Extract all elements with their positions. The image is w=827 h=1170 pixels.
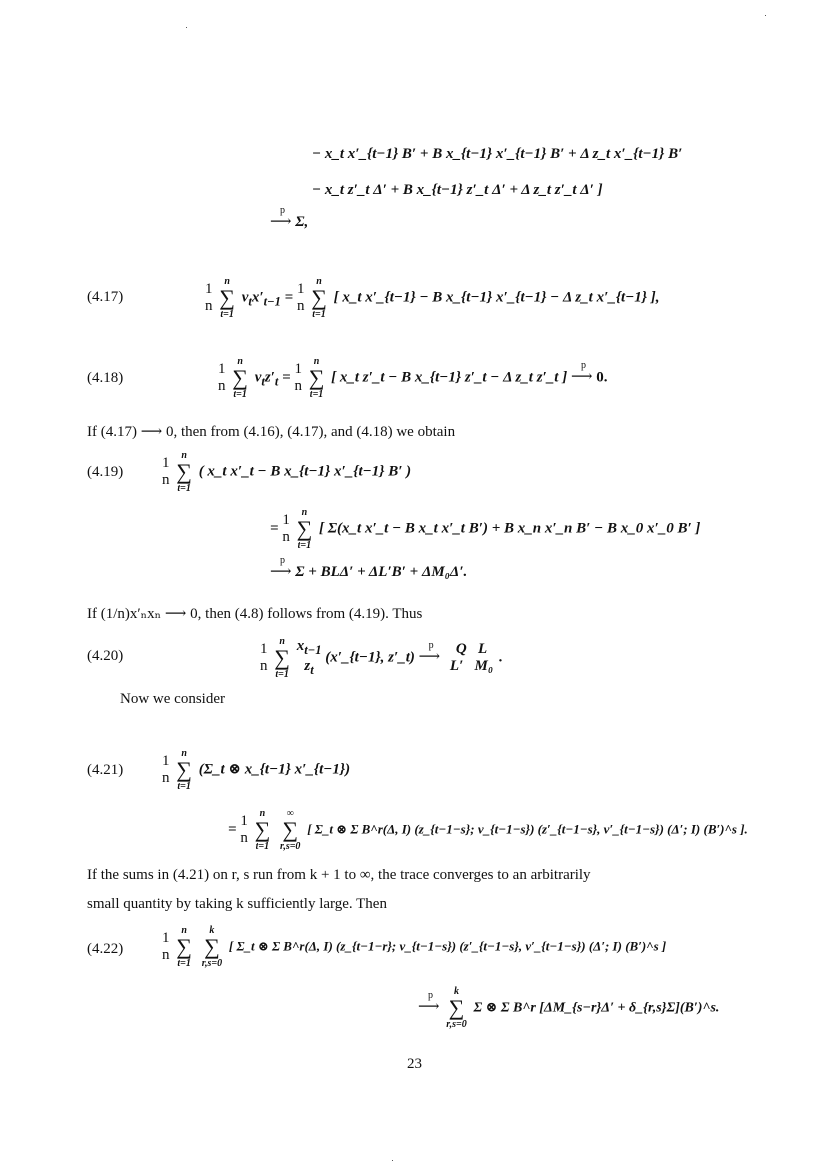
paragraph-text: Now we consider	[120, 691, 225, 707]
equation-tag: (4.21)	[87, 762, 124, 778]
equation-tag: (4.22)	[87, 941, 124, 957]
scan-dot	[765, 15, 766, 16]
equation-tag: (4.17)	[87, 289, 124, 305]
equation-4-19-line-3: p ⟶ Σ + BLΔ′ + ΔL′B′ + ΔM₀Δ′.	[270, 555, 468, 580]
equation-4-19-line-1: 1 n n ∑ t=1 ( x_t x′_t − B x_{t−1} x′_{t−1} B′ )	[162, 450, 412, 494]
paragraph-text: If (1/n)x′ₙxₙ ⟶ 0, then (4.8) follows from (4.19). Thus	[87, 606, 423, 622]
equation-tag: (4.19)	[87, 464, 124, 480]
paragraph-text: small quantity by taking k sufficiently large. Then	[87, 896, 387, 912]
continued-equation-line-2: − x_t z′_t Δ′ + B x_{t−1} z′_t Δ′ + Δ z_t z′_t Δ′ ]	[312, 182, 603, 198]
scan-dot	[186, 27, 187, 28]
equation-4-20: 1 n n ∑ t=1 $x_{t-1}$ $z_t$ (x′_{t−1}, z′_t) p ⟶ Q L L′ M₀.	[260, 636, 503, 680]
scan-dot	[392, 1160, 393, 1161]
equation-4-22-line-1: 1 n n ∑ t=1 k ∑ r,s=0 [ Σ_t ⊗ Σ B^r(Δ, I) (z_{t−1−r}; v_{t−1−s}) (z′_{t−1−s}, v′_{t−1−s}) (Δ′; I) (B′)^s ]	[162, 925, 667, 969]
equation-tag: (4.20)	[87, 648, 124, 664]
equation-4-22-line-2: p ⟶ k ∑ r,s=0 Σ ⊗ Σ B^r [ΔM_{s−r}Δ′ + δ_{r,s}Σ](B′)^s.	[418, 986, 720, 1030]
equation-4-21-line-1: 1 n n ∑ t=1 (Σ_t ⊗ x_{t−1} x′_{t−1})	[162, 748, 351, 792]
continued-equation-line-1: − x_t x′_{t−1} B′ + B x_{t−1} x′_{t−1} B′ + Δ z_t x′_{t−1} B′	[312, 146, 683, 162]
continued-equation-line-3: p ⟶ Σ,	[270, 205, 309, 230]
page-number: 23	[407, 1056, 422, 1072]
equation-4-19-line-2: = 1 n n ∑ t=1 [ Σ(x_t x′_t − B x_t x′_t B′) + B x_n x′_n B′ − B x_0 x′_0 B′ ]	[270, 507, 701, 551]
paragraph-text: If (4.17) ⟶ 0, then from (4.16), (4.17), and (4.18) we obtain	[87, 424, 456, 440]
equation-4-18: 1 n n ∑ t=1 $v_tz'_t = 1$ n n ∑ t=1 [ x_t z′_t − B x_{t−1} z′_t − Δ z_t z′_t ] p ⟶ 0.	[218, 356, 608, 400]
equation-tag: (4.18)	[87, 370, 124, 386]
equation-4-17: 1 n n ∑ t=1 $v_tx'_{t-1} = 1$ n n ∑ t=1 [ x_t x′_{t−1} − B x_{t−1} x′_{t−1} − Δ z_t x′_{t−1} ],	[205, 276, 660, 320]
paragraph-text: If the sums in (4.21) on r, s run from k + 1 to ∞, the trace converges to an arbitrarily	[87, 867, 591, 883]
equation-4-21-line-2: = 1 n n ∑ t=1 ∞ ∑ r,s=0 [ Σ_t ⊗ Σ B^r(Δ, I) (z_{t−1−s}; v_{t−1−s}) (z′_{t−1−s}, v′_{t−1−s}) (Δ′; I) (B′)^s ].	[228, 808, 748, 852]
